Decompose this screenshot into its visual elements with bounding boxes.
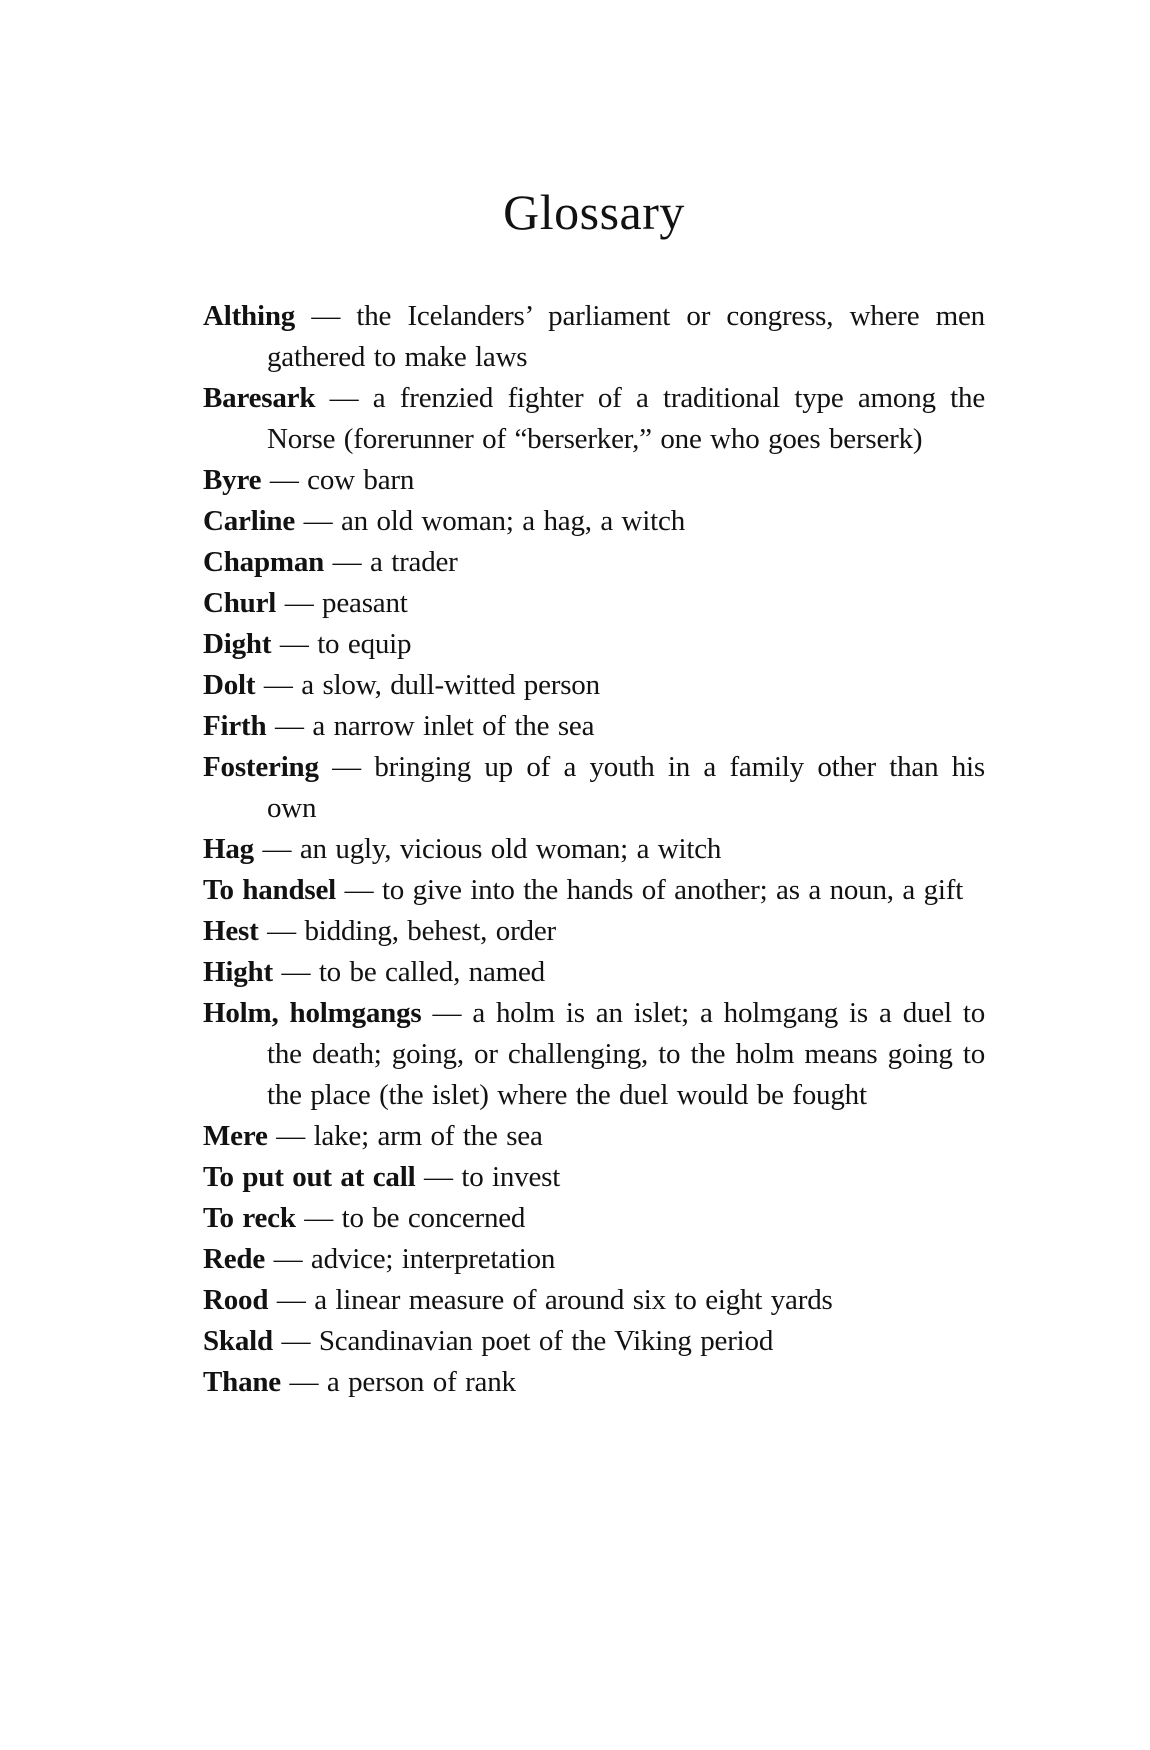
glossary-entry — [203, 993, 985, 1116]
glossary-entry — [203, 952, 985, 993]
em-dash-separator: — — [267, 1120, 314, 1152]
em-dash-separator: — — [268, 1284, 315, 1316]
glossary-term: Rood — [203, 1284, 269, 1316]
glossary-definition: to give into the hands of another; as a noun, a gift — [381, 874, 964, 906]
glossary-term: Byre — [203, 464, 262, 496]
glossary-term: Rede — [203, 1243, 266, 1275]
em-dash-separator: — — [255, 669, 302, 701]
em-dash-separator: — — [295, 505, 341, 537]
glossary-term: Dolt — [203, 669, 256, 701]
glossary-term: Skald — [203, 1325, 273, 1357]
em-dash-separator: — — [324, 546, 370, 578]
book-page — [203, 0, 985, 1403]
glossary-definition: a narrow inlet of the sea — [312, 710, 595, 742]
em-dash-separator: — — [295, 300, 357, 332]
glossary-definition: to invest — [461, 1161, 561, 1193]
glossary-definition: peasant — [322, 587, 408, 619]
glossary-term: To reck — [203, 1202, 296, 1234]
page-title: Glossary — [503, 184, 685, 240]
em-dash-separator: — — [272, 1325, 319, 1357]
glossary-entry — [203, 460, 985, 501]
glossary-term: Hag — [203, 833, 254, 865]
em-dash-separator: — — [276, 587, 323, 619]
glossary-entry — [203, 829, 985, 870]
em-dash-separator: — — [266, 710, 313, 742]
glossary-definition: cow barn — [307, 464, 415, 496]
glossary-definition: to be concerned — [341, 1202, 526, 1234]
glossary-definition: a linear measure of around six to eight yards — [314, 1284, 833, 1316]
glossary-entry — [203, 378, 985, 460]
em-dash-separator: — — [271, 628, 318, 660]
glossary-definition: bringing up of a youth in a family other than his own — [267, 751, 985, 824]
em-dash-separator: — — [265, 1243, 311, 1275]
glossary-entry — [203, 911, 985, 952]
glossary-term: To handsel — [203, 874, 337, 906]
glossary-definition: advice; interpretation — [310, 1243, 556, 1275]
glossary-term: Dight — [203, 628, 272, 660]
em-dash-separator: — — [280, 1366, 327, 1398]
glossary-entry — [203, 747, 985, 829]
glossary-definition: a frenzied fighter of a traditional type among the Norse (forerunner of “berserker,” one who goes berserk) — [267, 382, 985, 455]
glossary-term: Althing — [203, 300, 296, 332]
glossary-definition: a trader — [370, 546, 458, 578]
glossary-definition: to equip — [317, 628, 412, 660]
glossary-entry — [203, 1198, 985, 1239]
glossary-definition: an old woman; a hag, a witch — [340, 505, 685, 537]
glossary-entry — [203, 583, 985, 624]
glossary-definition: a slow, dull-witted person — [301, 669, 600, 701]
em-dash-separator: — — [415, 1161, 462, 1193]
glossary-entry — [203, 706, 985, 747]
em-dash-separator: — — [272, 956, 319, 988]
em-dash-separator: — — [315, 382, 373, 414]
glossary-definition: a holm is an islet; a holmgang is a duel to the death; going, or challenging, to the holm means going to the place (the islet) where the duel would be fought — [267, 997, 985, 1111]
glossary-term: Firth — [203, 710, 267, 742]
em-dash-separator: — — [253, 833, 300, 865]
glossary-definition: the Icelanders’ parliament or congress, where men gathered to make laws — [267, 300, 985, 373]
glossary-entry — [203, 1321, 985, 1362]
glossary-term: Thane — [203, 1366, 281, 1398]
glossary-entry — [203, 1239, 985, 1280]
glossary-entry — [203, 1157, 985, 1198]
glossary-entry — [203, 1280, 985, 1321]
em-dash-separator: — — [318, 751, 375, 783]
em-dash-separator: — — [336, 874, 382, 906]
glossary-entry — [203, 501, 985, 542]
glossary-term: To put out at call — [203, 1161, 416, 1193]
glossary-term: Chapman — [203, 546, 325, 578]
glossary-term: Hight — [203, 956, 273, 988]
glossary-definition: bidding, behest, order — [304, 915, 556, 947]
glossary-term: Hest — [203, 915, 259, 947]
glossary-entry — [203, 665, 985, 706]
em-dash-separator: — — [421, 997, 473, 1029]
glossary-list — [203, 296, 985, 1403]
glossary-definition: an ugly, vicious old woman; a witch — [299, 833, 722, 865]
glossary-term: Holm, holmgangs — [203, 997, 422, 1029]
em-dash-separator: — — [258, 915, 305, 947]
glossary-entry — [203, 1362, 985, 1403]
glossary-term: Baresark — [203, 382, 316, 414]
em-dash-separator: — — [261, 464, 308, 496]
glossary-entry — [203, 296, 985, 378]
glossary-entry — [203, 1116, 985, 1157]
glossary-definition: lake; arm of the sea — [313, 1120, 543, 1152]
glossary-term: Mere — [203, 1120, 268, 1152]
em-dash-separator: — — [295, 1202, 342, 1234]
glossary-definition: to be called, named — [318, 956, 545, 988]
glossary-entry — [203, 870, 985, 911]
glossary-term: Fostering — [203, 751, 319, 783]
glossary-definition: a person of rank — [326, 1366, 516, 1398]
glossary-entry — [203, 624, 985, 665]
glossary-definition: Scandinavian poet of the Viking period — [318, 1325, 774, 1357]
glossary-term: Churl — [203, 587, 277, 619]
glossary-entry — [203, 542, 985, 583]
glossary-term: Carline — [203, 505, 296, 537]
